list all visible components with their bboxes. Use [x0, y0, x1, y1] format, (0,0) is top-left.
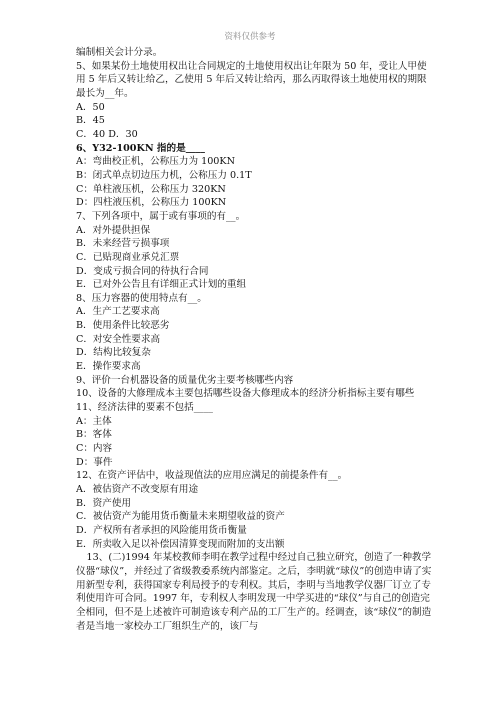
text-line: D．产权所有者承担的风险能用货币衡量: [76, 524, 247, 536]
text-line: 7、下列各项中，属于或有事项的有__。: [76, 210, 246, 222]
text-line: E．所卖收入足以补偿因清算变现而附加的支出额: [76, 538, 285, 550]
text-line: C：内容: [76, 443, 113, 455]
text-line: C．已贴现商业承兑汇票: [76, 251, 180, 263]
text-line: B．45: [76, 115, 105, 127]
text-line: 6、Y32-100KN 指的是____: [76, 142, 205, 154]
text-line: 13、(二)1994 年某校教师李明在教学过程中经过自己独立研究，创造了一种教学仪器“球仪”，并经过了省级教委系统内部鉴定。之后，李明就“球仪”的创造申请了实用新型专利，获得国家专利局授予的专利权。其后，李明与当地教学仪器厂订立了专利使用许可合同。1997 年，专利权人李明发现一中学买进的“球仪”与自己的创造完全相同，但不是上述被许可制造该专利产品的工厂生产的。经调查，该“球仪”的制造者是当地一家校办工厂组织生产的，该厂与: [76, 552, 432, 632]
text-line: A：主体: [76, 415, 112, 427]
text-line: 8、压力容器的使用特点有__。: [76, 292, 207, 304]
document-body: [76, 46, 432, 633]
text-line: B．资产使用: [76, 497, 132, 509]
text-line: 11、经济法律的要素不包括____: [76, 402, 213, 414]
text-line: 12、在资产评估中，收益现值法的应用应满足的前提条件有__。: [76, 470, 348, 482]
text-line: D：事件: [76, 456, 113, 468]
text-line: 编制相关会计分录。: [76, 47, 163, 58]
text-line: A．50: [76, 101, 105, 113]
page-header: 资料仅供参考: [224, 32, 276, 42]
text-line: C．对安全性要求高: [76, 333, 161, 345]
text-line: B：闭式单点切边压力机，公称压力 0.1T: [76, 169, 252, 181]
text-line: C：单柱液压机，公称压力 320KN: [76, 183, 226, 195]
text-line: B．未来经营亏损事项: [76, 238, 170, 250]
text-line: D．结构比较复杂: [76, 347, 151, 359]
text-line: A．生产工艺要求高: [76, 306, 160, 318]
text-line: B．使用条件比较恶劣: [76, 320, 170, 332]
text-line: 5、如果某份土地使用权出让合同规定的土地使用权出让年限为 50 年，受让人甲使用 5 年后又转让给乙，乙使用 5 年后又转让给丙，那么丙取得该土地使用权的期限最长为__年。: [76, 60, 427, 99]
text-line: D．变成亏损合同的待执行合同: [76, 265, 209, 277]
text-line: B：客体: [76, 429, 112, 441]
text-line: E．操作要求高: [76, 361, 141, 373]
text-line: A：弯曲校正机，公称压力为 100KN: [76, 156, 235, 168]
text-line: C．被估资产为能用货币衡量未来期望收益的资产: [76, 511, 285, 523]
text-line: D：四柱液压机，公称压力 100KN: [76, 197, 227, 209]
text-line: E．已对外公告且有详细正式计划的重组: [76, 279, 247, 291]
text-line: A．对外提供担保: [76, 224, 151, 236]
text-line: 10、设备的大修理成本主要包括哪些设备大修理成本的经济分析指标主要有哪些: [76, 388, 415, 400]
text-line: C．40 D．30: [76, 128, 138, 140]
text-line: 9、评价一台机器设备的质量优劣主要考核哪些内容: [76, 374, 294, 386]
text-line: A．被估资产不改变原有用途: [76, 484, 199, 495]
